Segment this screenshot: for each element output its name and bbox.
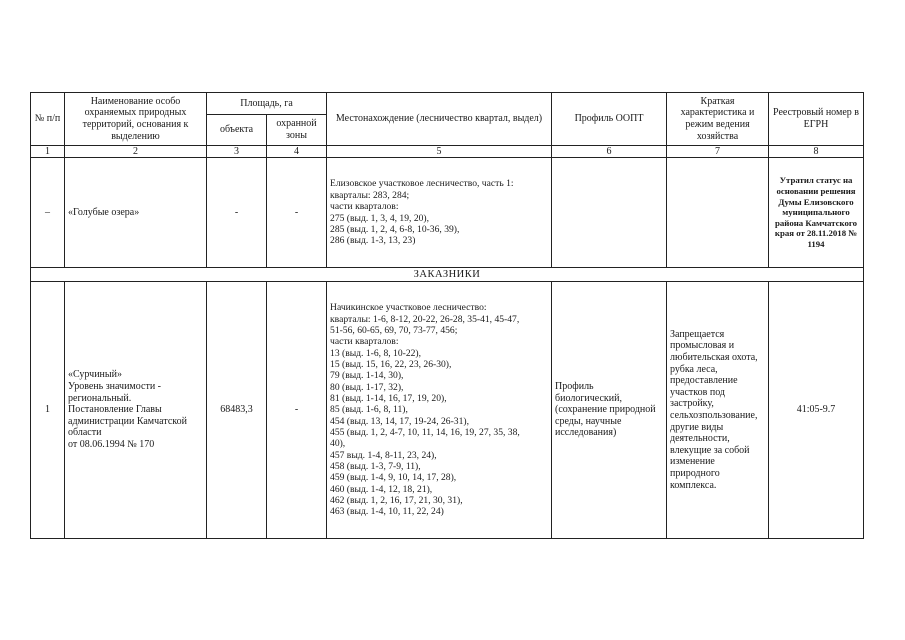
location-line: 455 (выд. 1, 2, 4-7, 10, 11, 14, 16, 19, 27, 35, 38, [330, 427, 520, 439]
col-number: 8 [769, 146, 864, 158]
header-name: Наименование особо охраняемых природных территорий, основания к выделению [65, 93, 207, 146]
row-area-zone: - [267, 282, 327, 539]
row-name: «Голубые озера» [65, 158, 207, 268]
section-row [31, 268, 864, 282]
row-profile: Профиль биологический, (сохранение природной среды, научные исследования) [552, 282, 667, 539]
location-line: Начикинское участковое лесничество: [330, 302, 487, 314]
col-number: 3 [207, 146, 267, 158]
location-line: 51-56, 60-65, 69, 70, 73-77, 456; [330, 324, 458, 336]
row-num: 1 [31, 282, 65, 539]
location-line: 79 (выд. 1-14, 30), [330, 370, 404, 382]
location-line: 463 (выд. 1-4, 10, 11, 22, 24) [330, 506, 444, 518]
location-line: 460 (выд. 1-4, 12, 18, 21), [330, 483, 433, 495]
header-num: № п/п [31, 93, 65, 146]
header-profile: Профиль ООПТ [552, 93, 667, 146]
header-area-zone: охранной зоны [267, 115, 327, 146]
name-line: от 08.06.1994 № 170 [68, 438, 155, 450]
header-area: Площадь, га [207, 93, 327, 115]
row-regime [667, 158, 769, 268]
row-status-note: Утратил статус на основании решения Думы Елизовского муниципального района Камчатского края от 28.11.2018 № 1194 [769, 158, 864, 268]
location-line: части кварталов: [330, 336, 399, 348]
row-location [327, 158, 552, 268]
row-area-object: - [207, 158, 267, 268]
row-area-zone: - [267, 158, 327, 268]
location-line: 85 (выд. 1-6, 8, 11), [330, 404, 408, 416]
location-line: части кварталов: [330, 201, 399, 213]
location-line: 462 (выд. 1, 2, 16, 17, 21, 30, 31), [330, 495, 463, 507]
name-line: Постановление Главы администрации Камчатской области [68, 404, 187, 439]
row-name [65, 282, 207, 539]
section-title: ЗАКАЗНИКИ [31, 268, 864, 282]
location-line: Елизовское участковое лесничество, часть 1: [330, 178, 514, 190]
col-number: 4 [267, 146, 327, 158]
column-number-row [31, 146, 864, 158]
location-line: 15 (выд. 15, 16, 22, 23, 26-30), [330, 358, 452, 370]
row-num: – [31, 158, 65, 268]
row-profile [552, 158, 667, 268]
col-number: 7 [667, 146, 769, 158]
location-line: 81 (выд. 1-14, 16, 17, 19, 20), [330, 392, 447, 404]
row-location [327, 282, 552, 539]
protected-areas-table [30, 92, 864, 539]
location-line: 80 (выд. 1-17, 32), [330, 381, 404, 393]
location-line: 275 (выд. 1, 3, 4, 19, 20), [330, 212, 430, 224]
name-line: «Сурчиный» [68, 369, 122, 381]
location-line: 454 (выд. 13, 14, 17, 19-24, 26-31), [330, 415, 469, 427]
location-line: кварталы: 1-6, 8-12, 20-22, 26-28, 35-41, 45-47, [330, 313, 520, 325]
location-line: 459 (выд. 1-4, 9, 10, 14, 17, 28), [330, 472, 457, 484]
table-row-blue-lakes [31, 158, 864, 268]
col-number: 5 [327, 146, 552, 158]
row-regime: Запрещается промысловая и любительская охота, рубка леса, предоставление участков под застройку, сельхозпользование, другие виды деятельности, влекущие за собой изменение природного комплекса. [667, 282, 769, 539]
col-number: 1 [31, 146, 65, 158]
table-row-surchinyi [31, 282, 864, 539]
row-area-object: 68483,3 [207, 282, 267, 539]
name-line: Уровень значимости - региональный. [68, 381, 162, 404]
header-registry: Реестровый номер в ЕГРН [769, 93, 864, 146]
col-number: 6 [552, 146, 667, 158]
header-area-object: объекта [207, 115, 267, 146]
location-line: 40), [330, 438, 346, 450]
location-line: 286 (выд. 1-3, 13, 23) [330, 235, 416, 247]
location-line: 458 (выд. 1-3, 7-9, 11), [330, 461, 421, 473]
location-line: кварталы: 283, 284; [330, 189, 410, 201]
location-line: 285 (выд. 1, 2, 4, 6-8, 10-36, 39), [330, 223, 460, 235]
location-line: 13 (выд. 1-6, 8, 10-22), [330, 347, 422, 359]
col-number: 2 [65, 146, 207, 158]
header-row [31, 93, 864, 115]
header-regime: Краткая характеристика и режим ведения хозяйства [667, 93, 769, 146]
location-line: 457 выд. 1-4, 8-11, 23, 24), [330, 449, 437, 461]
row-registry-number: 41:05-9.7 [769, 282, 864, 539]
header-location: Местонахождение (лесничество квартал, выдел) [327, 93, 552, 146]
document-table-wrapper [30, 92, 864, 539]
